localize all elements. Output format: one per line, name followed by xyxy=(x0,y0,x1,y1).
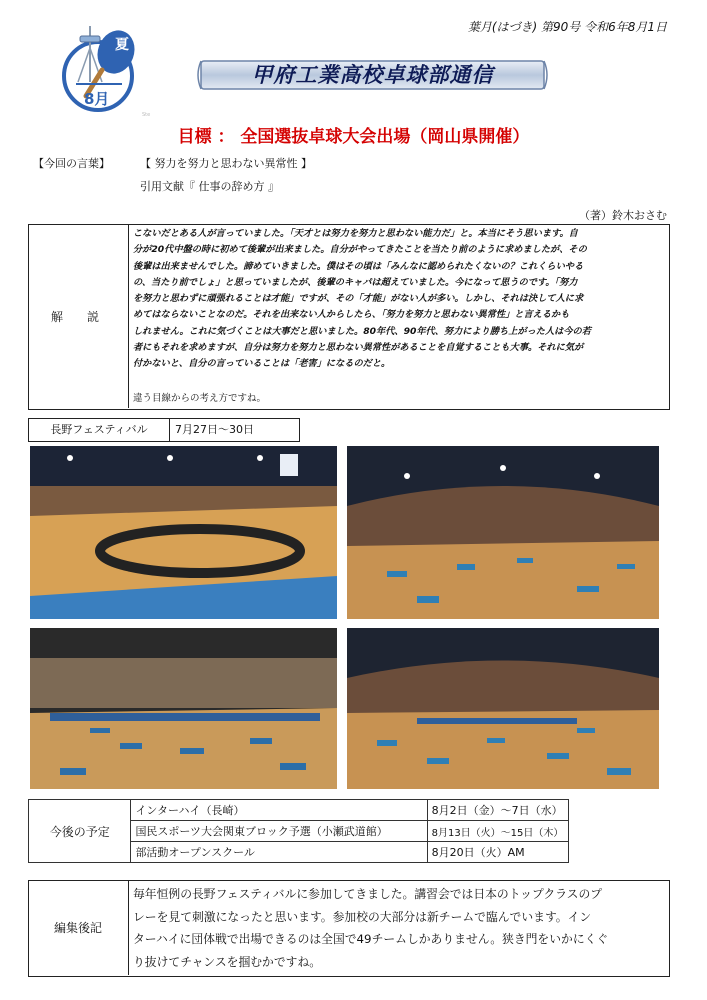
festival-dates: 7月27日〜30日 xyxy=(175,423,254,436)
commentary-label: 解 説 xyxy=(28,224,129,408)
schedule-gap xyxy=(568,800,668,863)
commentary-line: めてはならないことなのだ。それを出来ない人からしたら、「努力を努力と思わない異常性」と言えるかも xyxy=(133,309,570,321)
table-row xyxy=(29,800,669,821)
words-author: （著）鈴木おさむ xyxy=(579,209,667,222)
photo-tables-left xyxy=(30,628,337,789)
schedule-event: 国民スポーツ大会関東ブロック予選（小瀬武道館） xyxy=(131,821,427,842)
season-tag: 夏 xyxy=(115,37,129,53)
commentary-text xyxy=(133,226,663,373)
newsletter-title: 甲府工業高校卓球部通信 xyxy=(251,63,494,87)
editorial-line: ターハイに団体戦で出場できるのは全国で49チームしかありません。狭き門をいかにくぐ xyxy=(133,932,609,947)
commentary-line: を努力と思わずに頑張れることは才能」ですが、その「才能」がない人が多い。しかし、それは決して人に求 xyxy=(133,293,584,305)
editorial-text xyxy=(133,883,661,973)
photo-tables-right xyxy=(347,628,659,789)
editorial-line: レーを見て刺激になったと思います。参加校の大部分は新チームで臨んでいます。イン xyxy=(133,909,592,924)
month-logo xyxy=(58,22,150,118)
editorial-line: り抜けてチャンスを掴むかですね。 xyxy=(133,954,322,969)
words-source: 引用文献『 仕事の辞め方 』 xyxy=(140,180,279,193)
logo-caption: Ste xyxy=(142,112,151,118)
photo-court-circle xyxy=(30,446,337,619)
editorial-line: 毎年恒例の長野フェスティバルに参加してきました。講習会では日本のトップクラスのプ xyxy=(133,887,603,901)
commentary-line: の、当たり前でしょ」と思っていましたが、後輩のキャパは超えていました。今になって思うのです。「努力 xyxy=(133,276,578,288)
festival-name: 長野フェスティバル xyxy=(29,419,170,441)
words-label: 【今回の言葉】 xyxy=(33,157,110,170)
schedule-date: 8月13日（火）〜15日（木） xyxy=(427,821,568,842)
festival-label xyxy=(28,418,300,442)
schedule-date: 8月2日（金）〜7日（水） xyxy=(427,800,568,821)
editorial-label: 編集後記 xyxy=(28,880,129,975)
goal-heading: 目標 ： 全国選抜卓球大会出場（岡山県開催） xyxy=(177,127,530,147)
commentary-line: 後輩は出来ませんでした。諦めていきました。僕はその頃は「みんなに認められたくないの？これくらいやる xyxy=(133,260,584,272)
commentary-line: こないだとある人が言っていました。「天才とは努力を努力と思わない能力だ」と。本当にそう思います。自 xyxy=(133,228,578,239)
commentary-line: 者にもそれを求めますが、自分は努力を努力と思わない異常性があることを自覚することも大事。それに気が xyxy=(133,342,584,354)
words-phrase: 【 努力を努力と思わない異常性 】 xyxy=(140,157,312,170)
schedule-event: インターハイ（長崎） xyxy=(131,800,427,821)
commentary-line: 分が20代中盤の時に初めて後輩が出来ました。自分がやってきたことを当たり前のように求めましたが、その xyxy=(133,244,587,256)
issue-date: 葉月(はづき) 第90号 令和6年8月1日 xyxy=(467,20,667,34)
commentary-line: 付かないと、自分の言っていることは「老害」になるのだと。 xyxy=(133,358,391,370)
photo-arena-wide xyxy=(347,446,659,619)
commentary-footer: 違う目線からの考え方ですね。 xyxy=(133,393,267,404)
schedule-date: 8月20日（火）AM xyxy=(427,842,568,863)
schedule-table xyxy=(28,799,668,863)
schedule-event: 部活動オープンスクール xyxy=(131,842,427,863)
schedule-label: 今後の予定 xyxy=(29,800,131,863)
commentary-line: しれません。これに気づくことは大事だと思いました。80年代、90年代、努力により勝ち上がった人は今の若 xyxy=(133,325,591,337)
month-badge: 8月 xyxy=(84,90,110,108)
